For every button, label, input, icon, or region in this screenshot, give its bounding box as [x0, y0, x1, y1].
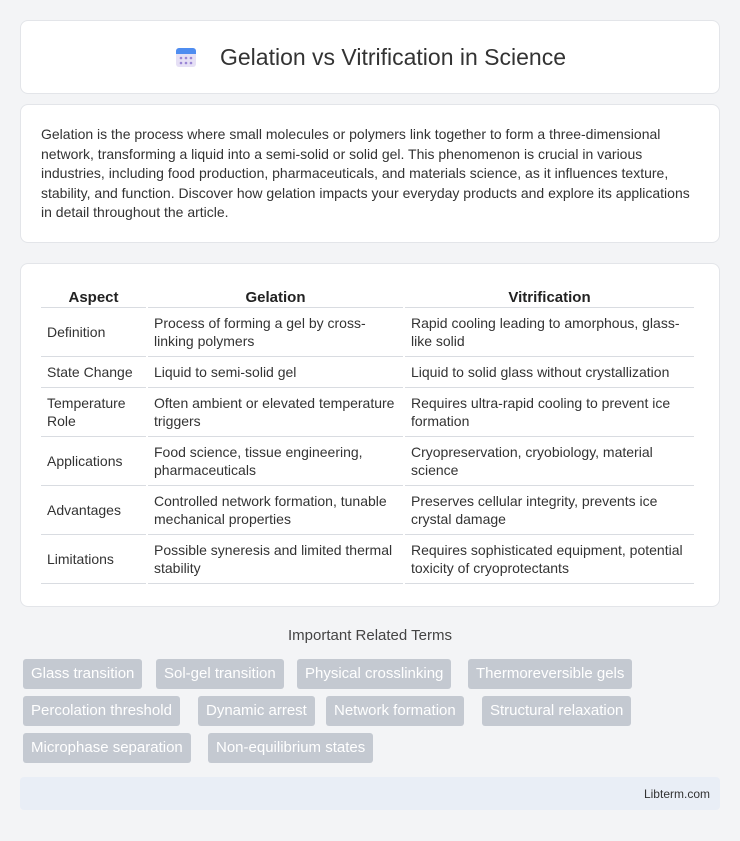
column-header-gelation: Gelation: [148, 280, 403, 308]
table-row: [41, 357, 694, 388]
term-tag[interactable]: Percolation threshold: [23, 696, 180, 726]
term-tag[interactable]: Thermoreversible gels: [468, 659, 632, 689]
intro-text: Gelation is the process where small molecules or polymers link together to form a three-dimensional network, transforming a liquid into a semi-solid or solid gel. This phenomenon is crucial in various industries, including food production, pharmaceuticals, and materials science, as it influences texture, stability, and function. Discover how gelation impacts your everyday products and explore its applications in detail throughout the article.: [41, 126, 690, 221]
term-tag[interactable]: Non-equilibrium states: [208, 733, 373, 763]
table-row: [41, 388, 694, 437]
aspect-cell: Applications: [41, 437, 146, 486]
vitrification-cell: Liquid to solid glass without crystallization: [405, 357, 694, 388]
related-terms-title: Important Related Terms: [288, 627, 452, 644]
vitrification-cell: Requires sophisticated equipment, potential toxicity of cryoprotectants: [405, 535, 694, 584]
term-tag[interactable]: Network formation: [326, 696, 464, 726]
comparison-card: [20, 263, 720, 607]
aspect-cell: Limitations: [41, 535, 146, 584]
page-title: Gelation vs Vitrification in Science: [219, 43, 567, 70]
vitrification-cell: Cryopreservation, cryobiology, material science: [405, 437, 694, 486]
gelation-cell: Process of forming a gel by cross-linking polymers: [148, 308, 403, 357]
table-row: [41, 535, 694, 584]
term-tag[interactable]: Structural relaxation: [482, 696, 631, 726]
aspect-cell: Advantages: [41, 486, 146, 535]
term-tag[interactable]: Physical crosslinking: [297, 659, 451, 689]
aspect-cell: Definition: [41, 308, 146, 357]
footer: [20, 777, 720, 810]
vitrification-cell: Preserves cellular integrity, prevents ice crystal damage: [405, 486, 694, 535]
comparison-table: [39, 280, 696, 584]
term-tag[interactable]: Sol-gel transition: [156, 659, 284, 689]
term-tag[interactable]: Microphase separation: [23, 733, 191, 763]
gelation-cell: Liquid to semi-solid gel: [148, 357, 403, 388]
gelation-cell: Food science, tissue engineering, pharmaceuticals: [148, 437, 403, 486]
gelation-cell: Possible syneresis and limited thermal stability: [148, 535, 403, 584]
intro-card: [20, 104, 720, 243]
column-header-vitrification: Vitrification: [405, 280, 694, 308]
aspect-cell: Temperature Role: [41, 388, 146, 437]
column-header-aspect: Aspect: [41, 280, 146, 308]
gelation-cell: Often ambient or elevated temperature triggers: [148, 388, 403, 437]
term-tag[interactable]: Dynamic arrest: [198, 696, 315, 726]
term-tag[interactable]: Glass transition: [23, 659, 142, 689]
calendar-icon: [174, 45, 198, 69]
aspect-cell: State Change: [41, 357, 146, 388]
vitrification-cell: Rapid cooling leading to amorphous, glass-like solid: [405, 308, 694, 357]
vitrification-cell: Requires ultra-rapid cooling to prevent ice formation: [405, 388, 694, 437]
gelation-cell: Controlled network formation, tunable mechanical properties: [148, 486, 403, 535]
table-row: [41, 486, 694, 535]
table-row: [41, 437, 694, 486]
footer-site-link[interactable]: Libterm.com: [643, 787, 710, 801]
header-card: [20, 20, 720, 94]
table-row: [41, 308, 694, 357]
